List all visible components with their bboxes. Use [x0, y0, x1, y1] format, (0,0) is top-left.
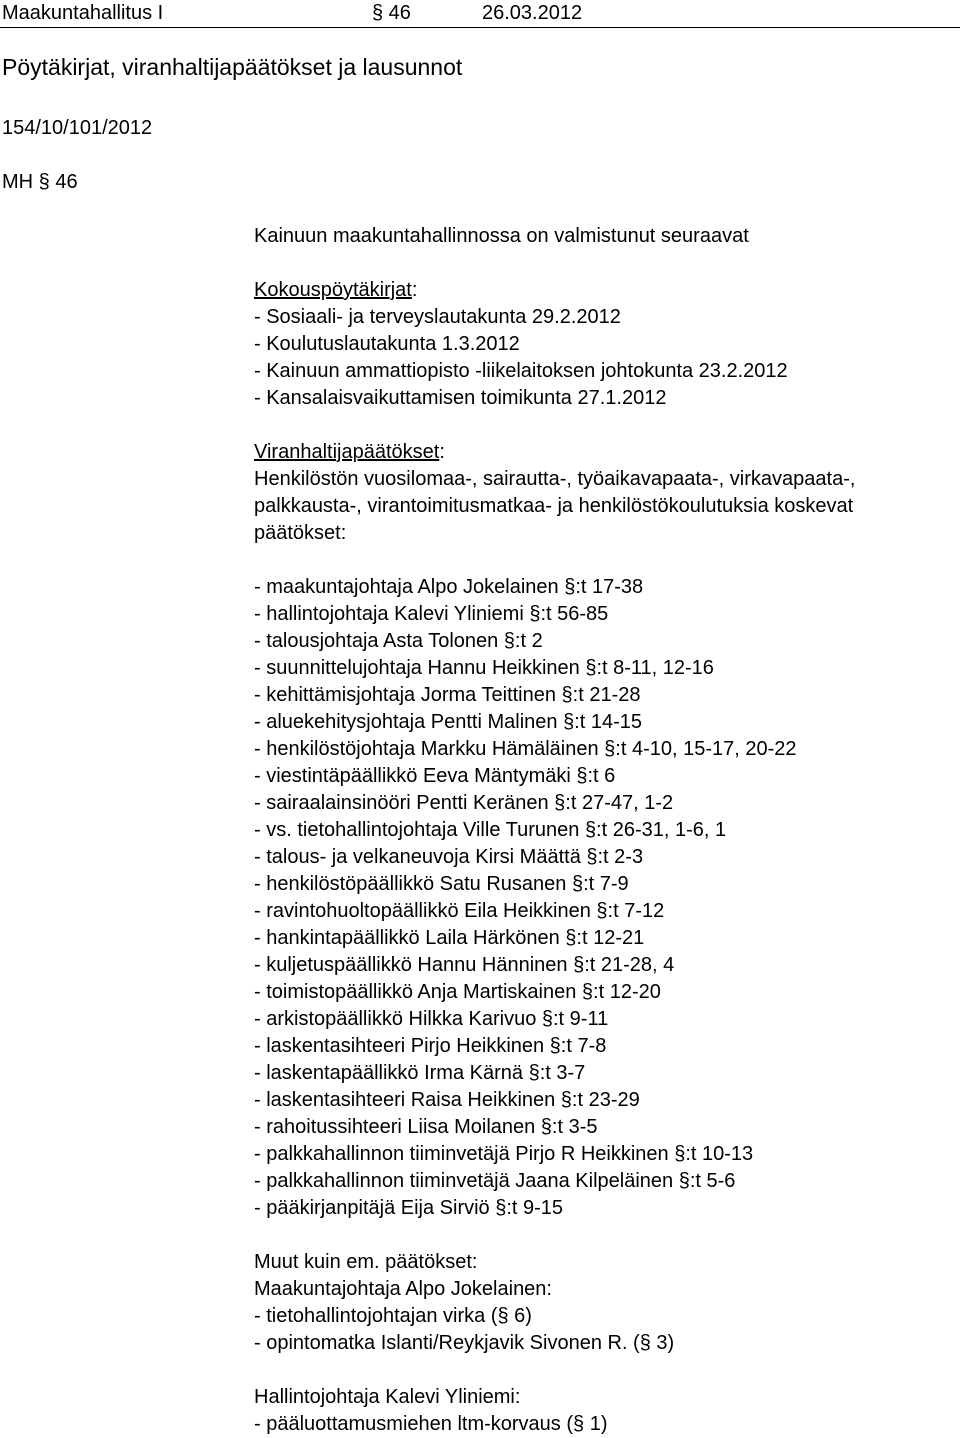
decision-item: - maakuntajohtaja Alpo Jokelainen §:t 17-38: [254, 576, 644, 598]
decision-item: - aluekehitysjohtaja Pentti Malinen §:t 14-15: [254, 711, 643, 733]
decision-item: - arkistopäällikkö Hilkka Karivuo §:t 9-11: [254, 1008, 609, 1030]
decision-item: - laskentasihteeri Pirjo Heikkinen §:t 7-8: [254, 1035, 607, 1057]
minutes-heading-label: Kokouspöytäkirjat: [254, 279, 412, 301]
decision-item: - kehittämisjohtaja Jorma Teittinen §:t 21-28: [254, 684, 641, 706]
decisions-description: palkkausta-, virantoimitusmatkaa- ja henkilöstökoulutuksia koskevat: [254, 495, 854, 517]
decisions-description: Henkilöstön vuosilomaa-, sairautta-, työaikavapaata-, virkavapaata-,: [254, 468, 856, 490]
minutes-item: - Kansalaisvaikuttamisen toimikunta 27.1.2012: [254, 387, 667, 409]
header-date: 26.03.2012: [482, 2, 583, 24]
minutes-item: - Koulutuslautakunta 1.3.2012: [254, 333, 520, 355]
decision-item: - suunnittelujohtaja Hannu Heikkinen §:t 8-11, 12-16: [254, 657, 714, 679]
mh-section: MH § 46: [2, 171, 78, 193]
other-group-item: - pääluottamusmiehen ltm-korvaus (§ 1): [254, 1413, 608, 1435]
decision-item: - pääkirjanpitäjä Eija Sirviö §:t 9-15: [254, 1197, 564, 1219]
other-group-item: - tietohallintojohtajan virka (§ 6): [254, 1305, 532, 1327]
minutes-heading: [254, 277, 954, 304]
decisions-heading: [254, 439, 954, 466]
decision-item: - hankintapäällikkö Laila Härkönen §:t 12-21: [254, 927, 645, 949]
other-group-item: - opintomatka Islanti/Reykjavik Sivonen R. (§ 3): [254, 1332, 675, 1354]
decision-item: - palkkahallinnon tiiminvetäjä Jaana Kilpeläinen §:t 5-6: [254, 1170, 736, 1192]
minutes-heading-colon: :: [411, 279, 418, 301]
other-group-person: Maakuntajohtaja Alpo Jokelainen:: [254, 1278, 552, 1300]
decisions-description: päätökset:: [254, 522, 347, 544]
spacer: [254, 412, 954, 439]
decision-item: - laskentasihteeri Raisa Heikkinen §:t 23-29: [254, 1089, 640, 1111]
other-group-person: Hallintojohtaja Kalevi Yliniemi:: [254, 1386, 521, 1408]
decision-item: - henkilöstöjohtaja Markku Hämäläinen §:t 4-10, 15-17, 20-22: [254, 738, 797, 760]
header-divider: [0, 27, 960, 28]
decision-item: - viestintäpäällikkö Eeva Mäntymäki §:t 6: [254, 765, 616, 787]
header-organization: Maakuntahallitus I: [2, 2, 164, 24]
page-header: [0, 0, 960, 27]
minutes-item: - Kainuun ammattiopisto -liikelaitoksen johtokunta 23.2.2012: [254, 360, 788, 382]
reference-number: 154/10/101/2012: [2, 117, 153, 139]
decisions-heading-colon: :: [439, 441, 445, 463]
decision-item: - henkilöstöpäällikkö Satu Rusanen §:t 7-9: [254, 873, 629, 895]
decision-item: - sairaalainsinööri Pentti Keränen §:t 27-47, 1-2: [254, 792, 674, 814]
intro-text: Kainuun maakuntahallinnossa on valmistunut seuraavat: [254, 225, 749, 247]
spacer: [254, 547, 954, 574]
decision-item: - talous- ja velkaneuvoja Kirsi Määttä §:t 2-3: [254, 846, 644, 868]
spacer: [254, 1222, 954, 1249]
decision-item: - toimistopäällikkö Anja Martiskainen §:t 12-20: [254, 981, 661, 1003]
decisions-heading-label: Viranhaltijapäätökset: [254, 441, 440, 463]
spacer: [254, 250, 954, 277]
decision-item: - kuljetuspäällikkö Hannu Hänninen §:t 21-28, 4: [254, 954, 675, 976]
other-decisions-heading: Muut kuin em. päätökset:: [254, 1251, 478, 1273]
page-title: Pöytäkirjat, viranhaltijapäätökset ja lausunnot: [2, 54, 463, 80]
decision-item: - vs. tietohallintojohtaja Ville Turunen §:t 26-31, 1-6, 1: [254, 819, 727, 841]
decision-item: - talousjohtaja Asta Tolonen §:t 2: [254, 630, 543, 652]
minutes-item: - Sosiaali- ja terveyslautakunta 29.2.2012: [254, 306, 621, 328]
spacer: [254, 1357, 954, 1384]
header-section: § 46: [372, 2, 411, 24]
decision-item: - rahoitussihteeri Liisa Moilanen §:t 3-5: [254, 1116, 598, 1138]
decision-item: - palkkahallinnon tiiminvetäjä Pirjo R Heikkinen §:t 10-13: [254, 1143, 754, 1165]
decision-item: - laskentapäällikkö Irma Kärnä §:t 3-7: [254, 1062, 586, 1084]
decision-item: - hallintojohtaja Kalevi Yliniemi §:t 56-85: [254, 603, 609, 625]
document-body: [254, 223, 954, 1438]
decision-item: - ravintohuoltopäällikkö Eila Heikkinen §:t 7-12: [254, 900, 665, 922]
